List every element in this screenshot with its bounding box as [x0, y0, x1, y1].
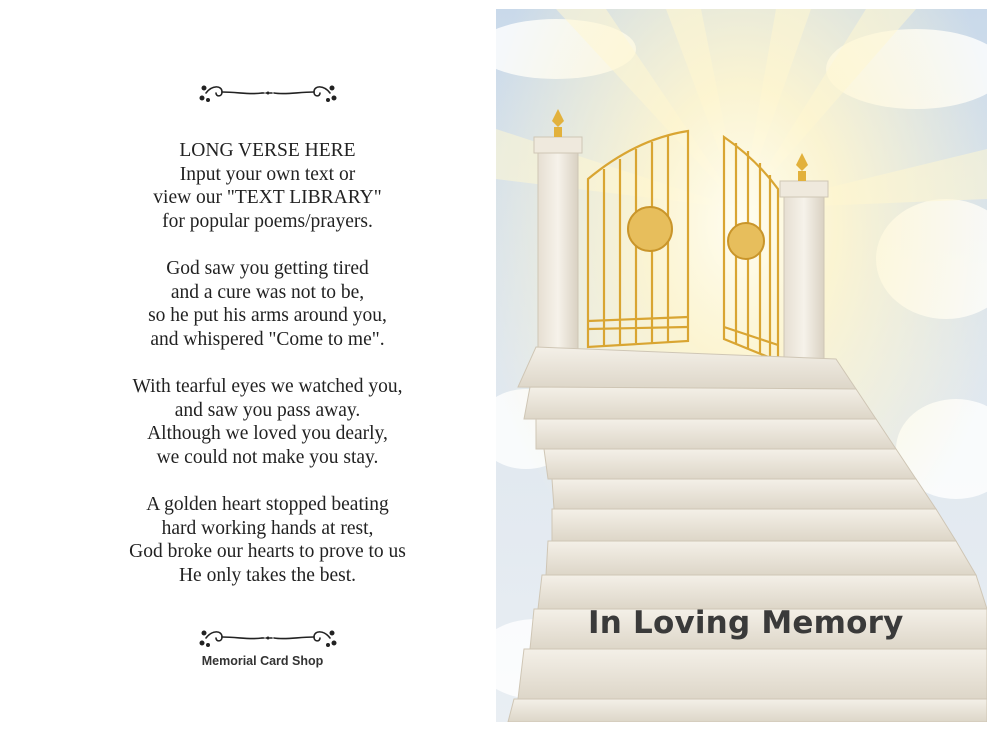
verse-line: A golden heart stopped beating — [146, 493, 389, 515]
cover-panel — [496, 9, 987, 722]
verse-line: Input your own text or — [179, 163, 356, 185]
verse-line: hard working hands at rest, — [161, 517, 374, 539]
stanza-1 — [20, 139, 515, 233]
bottom-flourish-icon — [198, 627, 338, 649]
shop-name: Memorial Card Shop — [201, 654, 324, 668]
verse-line: for popular poems/prayers. — [162, 210, 373, 232]
verse-line: and whispered "Come to me". — [150, 328, 385, 350]
verse-line: view our "TEXT LIBRARY" — [153, 187, 382, 209]
verse-line: so he put his arms around you, — [148, 305, 387, 327]
stanza-2 — [20, 257, 515, 351]
stanza-4 — [20, 493, 515, 587]
verse-line: God broke our hearts to prove to us — [129, 541, 406, 563]
verse-line: and a cure was not to be, — [170, 281, 365, 303]
verse-line: LONG VERSE HERE — [179, 140, 356, 161]
verse-text — [20, 139, 515, 611]
verse-line: Although we loved you dearly, — [147, 423, 388, 445]
verse-line: He only takes the best. — [178, 564, 357, 586]
stanza-3 — [20, 375, 515, 469]
verse-line: God saw you getting tired — [166, 257, 369, 279]
verse-line: and saw you pass away. — [174, 399, 361, 421]
cover-title: In Loving Memory — [588, 605, 904, 641]
verse-line: we could not make you stay. — [156, 446, 379, 468]
top-flourish-icon — [198, 82, 338, 104]
verse-panel — [0, 0, 495, 731]
verse-line: With tearful eyes we watched you, — [132, 375, 403, 397]
